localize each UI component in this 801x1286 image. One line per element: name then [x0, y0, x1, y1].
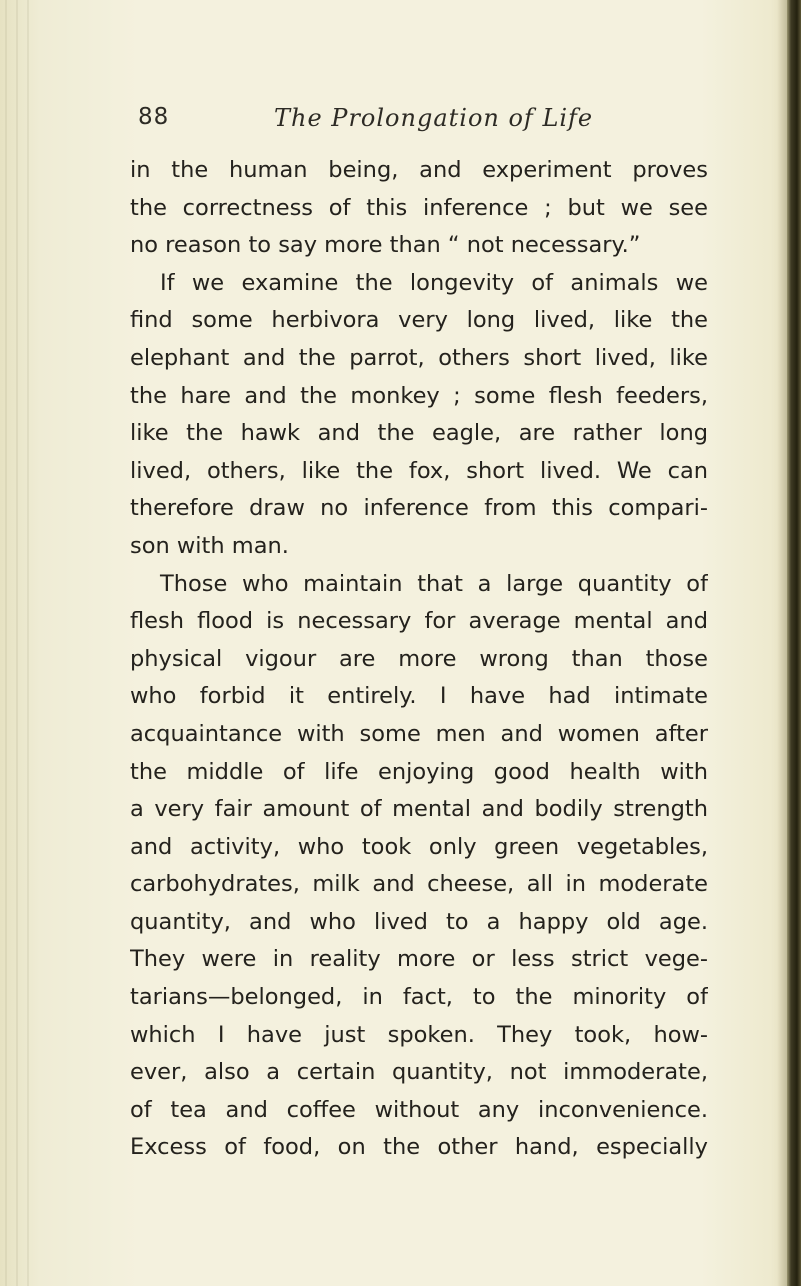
body-text	[130, 152, 708, 1167]
page-number: 88	[138, 104, 170, 130]
page-edge-shadow	[777, 0, 787, 1286]
text-line: Those who maintain that a large quantity of	[160, 570, 708, 597]
text-line: tarians—belonged, in fact, to the minority of	[130, 984, 708, 1011]
text-line: ever, also a certain quantity, not immoderate,	[130, 1059, 708, 1086]
text-line: and activity, who took only green vegetables,	[130, 833, 708, 860]
text-line: who forbid it entirely. I have had intimate	[130, 683, 708, 710]
page-edge	[787, 0, 801, 1286]
text-line: of tea and coffee without any inconvenience.	[130, 1096, 708, 1123]
running-title: The Prolongation of Life	[274, 104, 594, 132]
text-line: therefore draw no inference from this compari-	[130, 495, 708, 522]
text-line: the hare and the monkey ; some flesh feeders,	[130, 382, 708, 409]
text-line: find some herbivora very long lived, like the	[130, 307, 708, 334]
text-line: flesh flood is necessary for average mental and	[130, 608, 708, 635]
text-line: Excess of food, on the other hand, especially	[130, 1134, 708, 1161]
text-line: the middle of life enjoying good health with	[130, 758, 708, 785]
text-line: a very fair amount of mental and bodily strength	[130, 796, 708, 823]
text-line: no reason to say more than “ not necessary.”	[130, 232, 641, 259]
text-line: son with man.	[130, 532, 289, 559]
text-line: quantity, and who lived to a happy old age.	[130, 908, 708, 935]
text-line: carbohydrates, milk and cheese, all in moderate	[130, 871, 708, 898]
binding-gutter	[0, 0, 38, 1286]
text-line: in the human being, and experiment proves	[130, 157, 708, 183]
text-line: which I have just spoken. They took, how-	[130, 1021, 708, 1048]
text-line: acquaintance with some men and women after	[130, 720, 708, 747]
text-line: the correctness of this inference ; but we see	[130, 194, 708, 221]
text-line: They were in reality more or less strict vege-	[130, 946, 708, 973]
text-line: elephant and the parrot, others short lived, like	[130, 344, 708, 371]
text-line: physical vigour are more wrong than those	[130, 645, 708, 672]
text-line: If we examine the longevity of animals we	[160, 269, 708, 296]
text-line: like the hawk and the eagle, are rather long	[130, 420, 708, 447]
text-line: lived, others, like the fox, short lived. We can	[130, 457, 708, 484]
running-head	[138, 104, 718, 144]
